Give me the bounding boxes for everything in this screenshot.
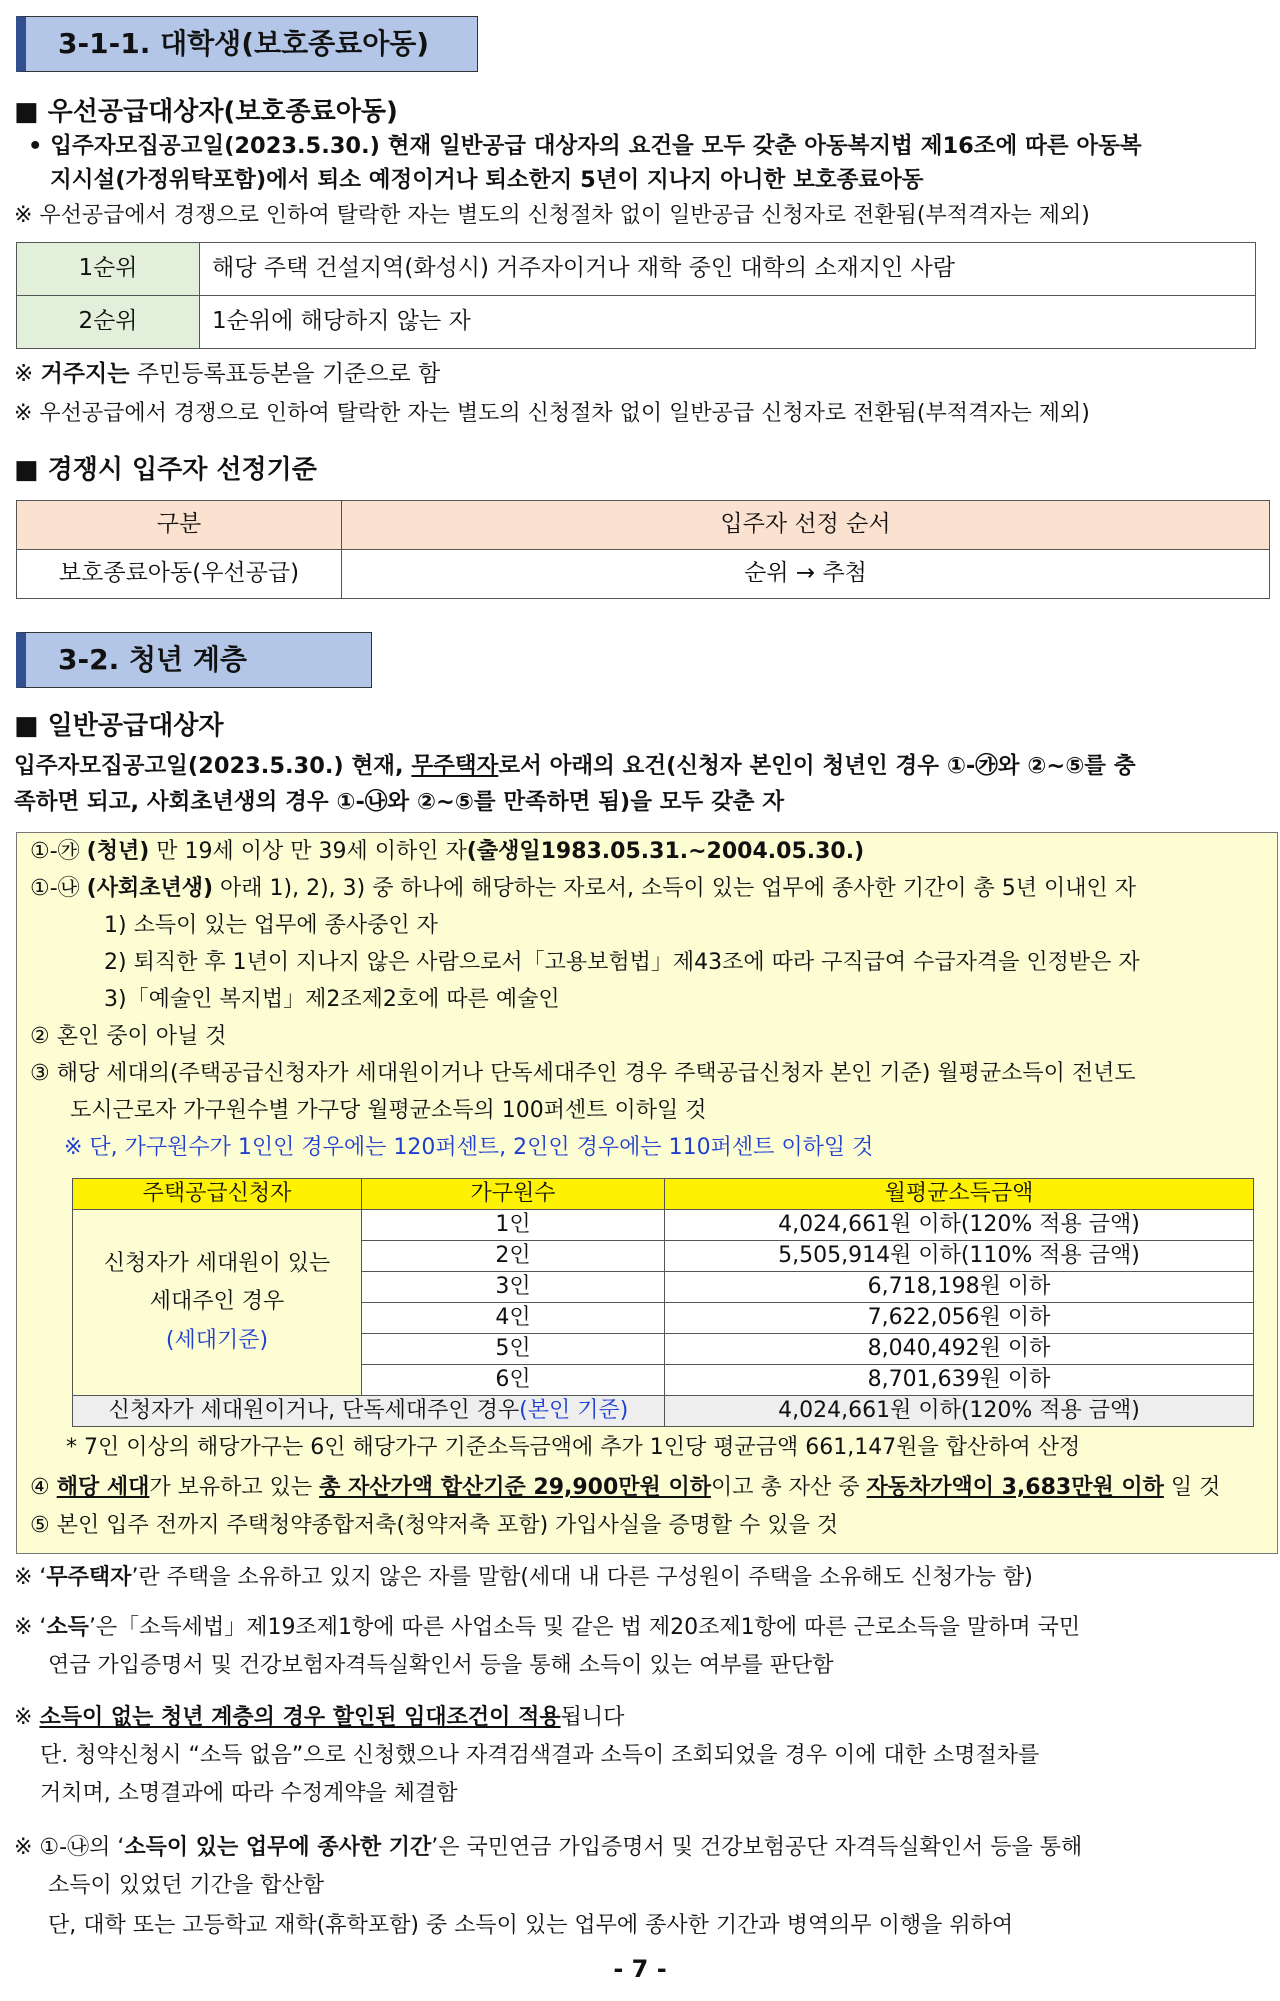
section-title-box — [16, 16, 478, 72]
criterion-3-line-2: 도시근로자 가구원수별 가구당 월평균소득의 100퍼센트 이하일 것 — [70, 1098, 707, 1123]
square-bullet-icon: ■ — [14, 711, 48, 741]
intro-line-1: 입주자모집공고일(2023.5.30.) 현재, 무주택자로서 아래의 요건(신청자 본인이 청년인 경우 ①-㉮와 ②~⑤를 충 — [14, 753, 1136, 779]
table-cell: 순위 → 추첨 — [342, 550, 1270, 599]
rank-cell: 2순위 — [17, 296, 200, 349]
amount-cell: 5,505,914원 이하(110% 적용 금액) — [665, 1241, 1254, 1272]
criterion-5: ⑤ 본인 입주 전까지 주택청약종합저축(청약저축 포함) 가입사실을 증명할 수 있을 것 — [30, 1513, 839, 1538]
note-no-income-line-3: 거치며, 소명결과에 따라 수정계약을 체결함 — [40, 1781, 458, 1806]
section-title-box — [16, 632, 372, 688]
square-bullet-icon: ■ — [14, 97, 48, 127]
intro-line-2: 족하면 되고, 사회초년생의 경우 ①-㉯와 ②~⑤를 만족하면 됨)을 모두 갖춘 자 — [14, 789, 785, 815]
note-income: ※ ‘소득’은「소득세법」제19조제1항에 따른 사업소득 및 같은 법 제20조제1항에 따른 근로소득을 말하며 국민 — [14, 1615, 1081, 1640]
criterion-3-note: ※ 단, 가구원수가 1인인 경우에는 120퍼센트, 2인인 경우에는 110퍼센트 이하일 것 — [64, 1135, 874, 1160]
criterion-3-line-1: ③ 해당 세대의(주택공급신청자가 세대원이거나 단독세대주인 경우 주택공급신청자 본인 기준) 월평균소득이 전년도 — [30, 1061, 1136, 1086]
bullet-line-1: • 입주자모집공고일(2023.5.30.) 현재 일반공급 대상자의 요건을 모두 갖춘 아동복지법 제16조에 따른 아동복 — [28, 133, 1142, 159]
members-cell: 5인 — [362, 1334, 665, 1365]
dot-bullet-icon: • — [28, 133, 51, 159]
criterion-1a: ①-㉮ (청년) 만 19세 이상 만 39세 이하인 자(출생일1983.05.31.~2004.05.30.) — [30, 839, 865, 864]
table-header-cell: 월평균소득금액 — [665, 1179, 1254, 1210]
single-applicant-cell: 신청자가 세대원이거나, 단독세대주인 경우(본인 기준) — [73, 1396, 665, 1427]
criterion-2: ② 혼인 중이 아닐 것 — [30, 1024, 227, 1049]
table-header-row — [17, 501, 1270, 550]
amount-cell: 4,024,661원 이하(120% 적용 금액) — [665, 1396, 1254, 1427]
section-title: 3-1-1. 대학생(보호종료아동) — [58, 27, 430, 60]
bullet-line-2: 지시설(가정위탁포함)에서 퇴소 예정이거나 퇴소한지 5년이 지나지 아니한 보호종료아동 — [50, 167, 924, 193]
members-cell: 6인 — [362, 1365, 665, 1396]
income-footnote: * 7인 이상의 해당가구는 6인 해당가구 기준소득금액에 추가 1인당 평균금액 661,147원을 합산하여 산정 — [66, 1435, 1081, 1460]
income-table — [72, 1178, 1254, 1427]
amount-cell: 8,040,492원 이하 — [665, 1334, 1254, 1365]
note-work-period: ※ ①-㉯의 ‘소득이 있는 업무에 종사한 기간’은 국민연금 가입증명서 및 건강보험공단 자격득실확인서 등을 통해 — [14, 1835, 1083, 1860]
sub-criterion: 2) 퇴직한 후 1년이 지나지 않은 사람으로서「고용보험법」제43조에 따라 구직급여 수급자격을 인정받은 자 — [104, 950, 1140, 975]
members-cell: 2인 — [362, 1241, 665, 1272]
criteria-table — [16, 500, 1270, 599]
sub-criterion: 3)「예술인 복지법」제2조제2호에 따른 예술인 — [104, 987, 560, 1012]
priority-heading: ■ 우선공급대상자(보호종료아동) — [14, 97, 398, 127]
table-row — [73, 1210, 1254, 1241]
note-no-income: ※ 소득이 없는 청년 계층의 경우 할인된 임대조건이 적용됩니다 — [14, 1705, 625, 1730]
members-cell: 1인 — [362, 1210, 665, 1241]
amount-cell: 7,622,056원 이하 — [665, 1303, 1254, 1334]
amount-cell: 4,024,661원 이하(120% 적용 금액) — [665, 1210, 1254, 1241]
rank-desc-cell: 1순위에 해당하지 않는 자 — [200, 296, 1256, 349]
rank-table — [16, 242, 1256, 349]
table-cell: 보호종료아동(우선공급) — [17, 550, 342, 599]
applicant-group-cell: 신청자가 세대원이 있는 세대주인 경우 (세대기준) — [73, 1210, 362, 1396]
square-bullet-icon: ■ — [14, 455, 48, 485]
criterion-4: ④ 해당 세대가 보유하고 있는 총 자산가액 합산기준 29,900만원 이하이고 총 자산 중 자동차가액이 3,683만원 이하 일 것 — [30, 1475, 1221, 1500]
residence-note: ※ 거주지는 주민등록표등본을 기준으로 함 — [14, 361, 441, 387]
amount-cell: 6,718,198원 이하 — [665, 1272, 1254, 1303]
note-work-period-line-2: 소득이 있었던 기간을 합산함 — [48, 1873, 325, 1898]
table-row — [17, 296, 1256, 349]
note-no-house: ※ ‘무주택자’란 주택을 소유하고 있지 않은 자를 말함(세대 내 다른 구성원이 주택을 소유해도 신청가능 함) — [14, 1565, 1033, 1590]
note-line: ※ 우선공급에서 경쟁으로 인하여 탈락한 자는 별도의 신청절차 없이 일반공급 신청자로 전환됨(부적격자는 제외) — [14, 401, 1090, 426]
members-cell: 3인 — [362, 1272, 665, 1303]
table-header-cell: 입주자 선정 순서 — [342, 501, 1270, 550]
table-row — [73, 1396, 1254, 1427]
table-row — [17, 550, 1270, 599]
table-header-cell: 구분 — [17, 501, 342, 550]
table-row — [17, 243, 1256, 296]
section-title: 3-2. 청년 계층 — [58, 643, 247, 676]
note-no-income-line-2: 단. 청약신청시 “소득 없음”으로 신청했으나 자격검색결과 소득이 조회되었을 경우 이에 대한 소명절차를 — [40, 1743, 1040, 1768]
note-income-line-2: 연금 가입증명서 및 건강보험자격득실확인서 등을 통해 소득이 있는 여부를 판단함 — [48, 1653, 834, 1678]
table-header-cell: 주택공급신청자 — [73, 1179, 362, 1210]
amount-cell: 8,701,639원 이하 — [665, 1365, 1254, 1396]
rank-desc-cell: 해당 주택 건설지역(화성시) 거주자이거나 재학 중인 대학의 소재지인 사람 — [200, 243, 1256, 296]
page-number: - 7 - — [613, 1955, 667, 1983]
members-cell: 4인 — [362, 1303, 665, 1334]
sub-criterion: 1) 소득이 있는 업무에 종사중인 자 — [104, 913, 438, 938]
rank-cell: 1순위 — [17, 243, 200, 296]
general-heading: ■ 일반공급대상자 — [14, 711, 224, 741]
note-line: ※ 우선공급에서 경쟁으로 인하여 탈락한 자는 별도의 신청절차 없이 일반공급 신청자로 전환됨(부적격자는 제외) — [14, 203, 1090, 228]
note-work-period-line-3: 단, 대학 또는 고등학교 재학(휴학포함) 중 소득이 있는 업무에 종사한 기간과 병역의무 이행을 위하여 — [48, 1913, 1014, 1938]
criterion-1b: ①-㉯ (사회초년생) 아래 1), 2), 3) 중 하나에 해당하는 자로서, 소득이 있는 업무에 종사한 기간이 총 5년 이내인 자 — [30, 876, 1136, 901]
criteria-heading: ■ 경쟁시 입주자 선정기준 — [14, 455, 317, 485]
table-header-row — [73, 1179, 1254, 1210]
table-header-cell: 가구원수 — [362, 1179, 665, 1210]
